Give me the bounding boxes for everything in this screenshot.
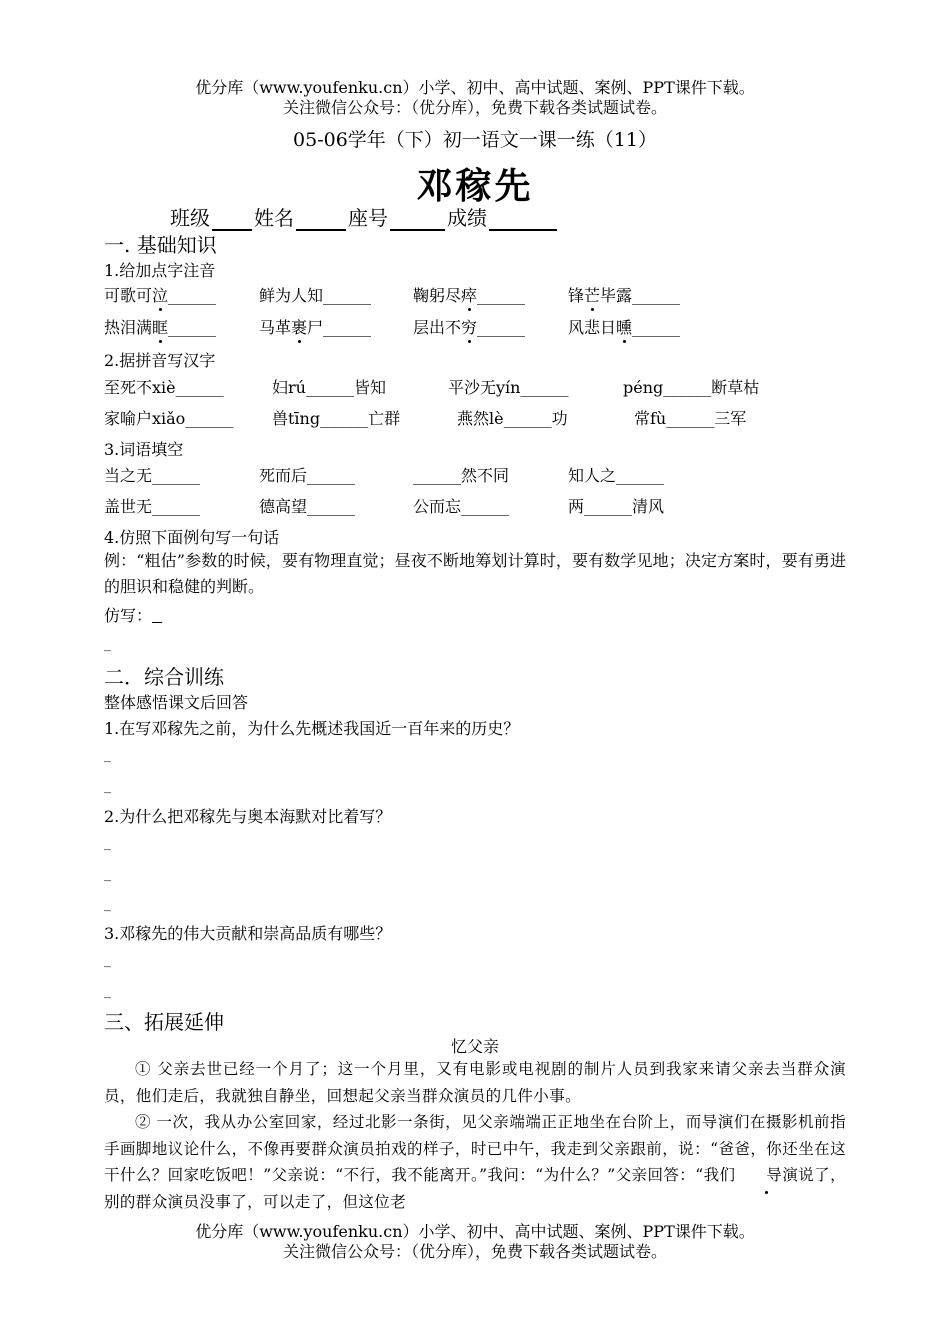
story-title: 忆父亲	[450, 1037, 499, 1056]
page-title: 邓稼先	[416, 165, 534, 207]
q2-title: 2.据拼音写汉字	[104, 351, 216, 370]
name-label: 姓名	[254, 206, 294, 230]
section2-heading: 二．综合训练	[104, 665, 224, 689]
story-paragraph-2: ② 一次，我从办公室回家，经过北影一条街，见父亲端端正正地坐在台阶上，而导演们在摄影机前指手画脚地议论什么，不像再要群众演员拍戏的样子，时已中午，我走到父亲跟前，说：“爸爸，你还坐在这干什么？回家吃饭吧！”父亲说：“不行，我不能离开。”我问：“为什么？”父亲回答：“我们 导演说了，别的群众演员没事了，可以走了，但这位老	[104, 1113, 846, 1211]
q1-item: 层出不穷______	[413, 315, 525, 338]
q1-item: 可歌可泣______	[104, 283, 216, 306]
q1-item: 风悲日曛______	[568, 315, 680, 338]
class-field[interactable]	[212, 209, 252, 231]
story-paragraph-1: ① 父亲去世已经一个月了；这一个月里，又有电影或电视剧的制片人员到我家来请父亲去当群众演员，他们走后，我就独自静坐，回想起父亲当群众演员的几件小事。	[104, 1060, 846, 1105]
q2-item: péng______断草枯	[623, 378, 760, 397]
q2-item: 妇rú______皆知	[272, 378, 386, 397]
section1-heading: 一. 基础知识	[104, 233, 217, 257]
seat-field[interactable]	[390, 209, 445, 231]
section3-heading: 三、拓展延伸	[104, 1010, 224, 1034]
q3-item: 公而忘______	[413, 497, 510, 516]
answer-line[interactable]: _	[104, 896, 111, 912]
answer-line[interactable]: _	[104, 983, 111, 999]
name-field[interactable]	[296, 209, 346, 231]
q2-item: 平沙无yín______	[448, 378, 569, 397]
header-line-2: 关注微信公众号：（优分库），免费下载各类试题试卷。	[282, 98, 667, 117]
section2-intro: 整体感悟课文后回答	[104, 693, 249, 712]
q4-title: 4.仿照下面例句写一句话	[104, 528, 280, 547]
story-body	[104, 1056, 846, 1216]
answer-line[interactable]: _	[104, 778, 111, 794]
q3-title: 3.词语填空	[104, 440, 184, 459]
q1-item: 鲜为人知______	[259, 286, 372, 305]
answer-line[interactable]: _	[104, 747, 111, 763]
s2-q3: 3.邓稼先的伟大贡献和崇高品质有哪些？	[104, 924, 392, 943]
answer-line[interactable]: _	[104, 835, 111, 851]
answer-line[interactable]: _	[104, 636, 111, 652]
q1-item: 鞠躬尽瘁______	[413, 283, 525, 306]
q3-item: 两______清风	[568, 497, 665, 516]
q1-item: 锋芒毕露______	[568, 283, 680, 306]
score-field[interactable]	[489, 209, 557, 231]
s2-q1: 1.在写邓稼先之前，为什么先概述我国近一百年来的历史？	[104, 719, 520, 738]
q1-item: 热泪满眶______	[104, 315, 216, 338]
s2-q2: 2.为什么把邓稼先与奥本海默对比着写？	[104, 807, 392, 826]
header-line-1: 优分库（www.youfenku.cn）小学、初中、高中试题、案例、PPT课件下载。	[195, 78, 755, 97]
student-info	[170, 202, 559, 231]
q2-item: 常fù______三军	[634, 409, 747, 428]
score-label: 成绩	[447, 206, 487, 230]
q2-item: 家喻户xiǎo______	[104, 409, 234, 428]
answer-line[interactable]: _	[104, 866, 111, 882]
q4-imitate: 仿写：	[104, 606, 153, 625]
q3-item: 德高望______	[259, 497, 356, 516]
seat-label: 座号	[348, 206, 388, 230]
q3-item: 知人之______	[568, 466, 665, 485]
q2-item: 燕然lè______功	[457, 409, 568, 428]
q1-title: 1.给加点字注音	[104, 261, 216, 280]
class-label: 班级	[170, 206, 210, 230]
q3-item: 盖世无______	[104, 497, 201, 516]
footer-line-2: 关注微信公众号：（优分库），免费下载各类试题试卷。	[282, 1242, 667, 1261]
q4-example: 例：“粗估”参数的时候，要有物理直觉；昼夜不断地筹划计算时，要有数学见地；决定方案时，要有勇进的胆识和稳健的判断。	[104, 551, 846, 596]
page-subtitle: 05-06学年（下）初一语文一课一练（11）	[293, 129, 657, 151]
q3-item: 死而后______	[259, 466, 356, 485]
q3-item: ______然不同	[413, 466, 510, 485]
answer-line[interactable]: _	[104, 952, 111, 968]
q3-item: 当之无______	[104, 466, 201, 485]
q2-item: 兽tīng______亡群	[272, 409, 401, 428]
q1-item: 马革裹尸______	[259, 315, 371, 338]
q2-item: 至死不xiè______	[104, 378, 224, 397]
footer-line-1: 优分库（www.youfenku.cn）小学、初中、高中试题、案例、PPT课件下载。	[195, 1222, 755, 1241]
